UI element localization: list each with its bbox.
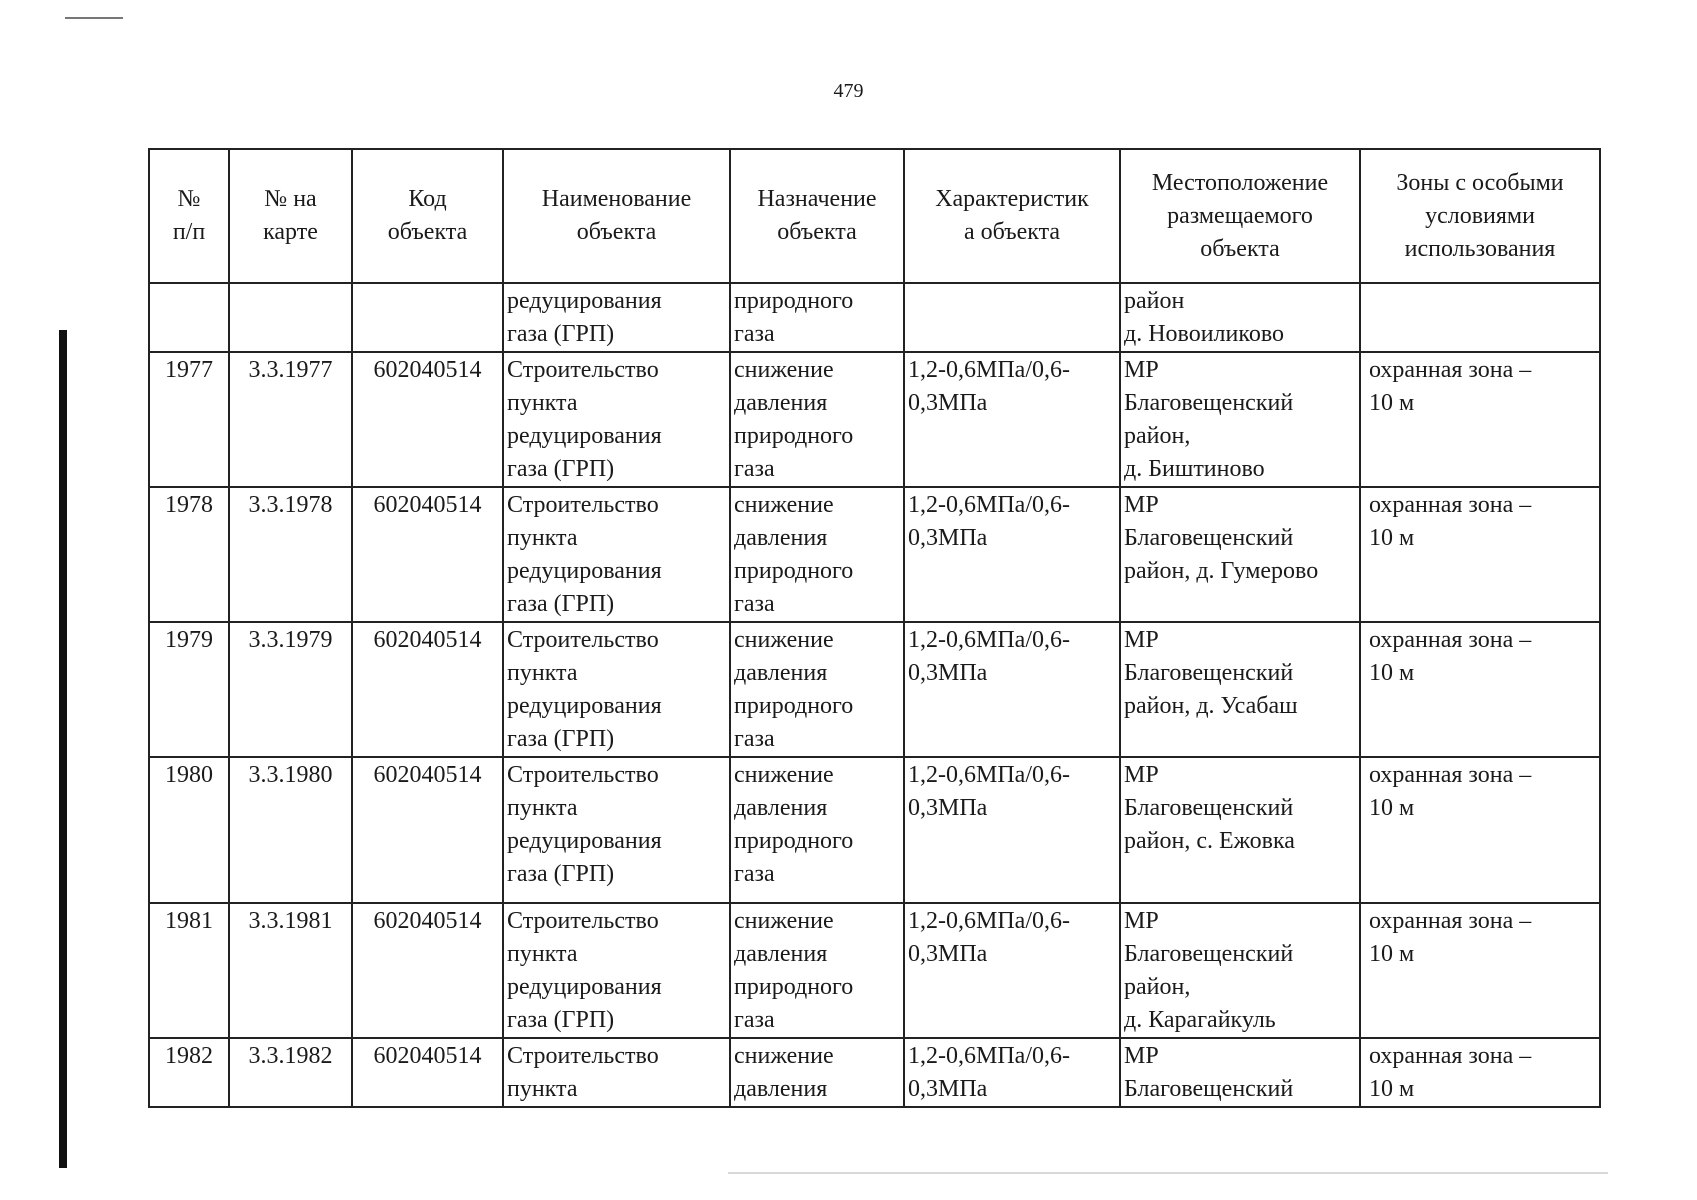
cell-line: Благовещенский <box>1124 390 1294 416</box>
cell-object-location <box>1120 622 1360 757</box>
cell-line: редуцирования <box>507 423 662 449</box>
cell-line: пункта <box>507 1076 578 1102</box>
cell-object-characteristic <box>904 352 1120 487</box>
header-cell <box>1120 149 1360 283</box>
cell-line: газа <box>734 1007 775 1033</box>
cell-line: охранная зона – <box>1369 627 1532 653</box>
cell-object-characteristic <box>904 903 1120 1038</box>
cell-line: охранная зона – <box>1369 1043 1532 1069</box>
header-line: объекта <box>387 219 468 245</box>
cell-object-name <box>503 757 730 903</box>
cell-line: природного <box>734 288 854 314</box>
cell-line: Строительство <box>507 1043 659 1069</box>
cell-object-purpose <box>730 487 904 622</box>
cell-object-location <box>1120 1038 1360 1107</box>
cell-line: д. Карагайкуль <box>1124 1007 1276 1033</box>
cell-line: природного <box>734 828 854 854</box>
header-line: № на <box>264 186 317 212</box>
cell-object-characteristic <box>904 622 1120 757</box>
cell-object-name <box>503 622 730 757</box>
cell-line: 10 м <box>1369 525 1415 551</box>
cell-special-zone <box>1360 283 1600 352</box>
cell-line: район <box>1124 288 1185 314</box>
cell-object-location <box>1120 487 1360 622</box>
cell-line: пункта <box>507 941 578 967</box>
cell-line: редуцирования <box>507 558 662 584</box>
cell-object-name <box>503 903 730 1038</box>
cell-object-characteristic <box>904 757 1120 903</box>
cell-special-zone <box>1360 487 1600 622</box>
table-row <box>149 352 1600 487</box>
cell-object-name <box>503 352 730 487</box>
cell-line: газа (ГРП) <box>507 1007 615 1033</box>
cell-line: снижение <box>734 492 834 518</box>
cell-object-characteristic <box>904 1038 1120 1107</box>
cell-line: охранная зона – <box>1369 762 1532 788</box>
cell-line: охранная зона – <box>1369 908 1532 934</box>
cell-object-code <box>352 283 503 352</box>
cell-line: район, <box>1124 974 1191 1000</box>
cell-object-name <box>503 487 730 622</box>
cell-object-name <box>503 1038 730 1107</box>
cell-line: МР <box>1124 762 1159 788</box>
cell-number <box>149 283 229 352</box>
cell-line: МР <box>1124 1043 1159 1069</box>
header-line: объекта <box>777 219 857 245</box>
cell-line: пункта <box>507 390 578 416</box>
cell-line: природного <box>734 693 854 719</box>
scan-artifact-mark <box>65 17 123 19</box>
cell-line: 0,3МПа <box>908 1076 988 1102</box>
cell-line: давления <box>734 941 828 967</box>
cell-line: Благовещенский <box>1124 795 1294 821</box>
cell-line: пункта <box>507 795 578 821</box>
header-line: Местоположение <box>1151 169 1329 196</box>
cell-object-purpose <box>730 352 904 487</box>
cell-line: охранная зона – <box>1369 492 1532 518</box>
cell-object-code: 602040514 <box>352 903 503 1038</box>
cell-map-number <box>229 283 352 352</box>
cell-object-code: 602040514 <box>352 622 503 757</box>
cell-line: район, д. Гумерово <box>1124 558 1319 584</box>
table-row <box>149 757 1600 903</box>
header-line: размещаемого <box>1167 202 1313 229</box>
cell-map-number: 3.3.1979 <box>229 622 352 757</box>
cell-line: 1,2-0,6МПа/0,6- <box>908 762 1070 788</box>
cell-line: охранная зона – <box>1369 357 1532 383</box>
cell-line: МР <box>1124 357 1159 383</box>
cell-line: 10 м <box>1369 660 1415 686</box>
cell-line: Строительство <box>507 357 659 383</box>
cell-line: МР <box>1124 908 1159 934</box>
header-line: Характеристик <box>935 186 1089 212</box>
cell-line: редуцирования <box>507 288 662 314</box>
table-row <box>149 487 1600 622</box>
cell-line: район, с. Ежовка <box>1124 828 1295 854</box>
cell-object-code: 602040514 <box>352 1038 503 1107</box>
cell-line: редуцирования <box>507 828 662 854</box>
cell-object-location <box>1120 757 1360 903</box>
cell-line: газа <box>734 321 775 347</box>
cell-line: давления <box>734 660 828 686</box>
cell-special-zone <box>1360 622 1600 757</box>
header-line: Наименование <box>541 186 692 212</box>
cell-special-zone <box>1360 352 1600 487</box>
cell-line: Строительство <box>507 627 659 653</box>
cell-line: газа (ГРП) <box>507 321 615 347</box>
header-cell <box>503 149 730 283</box>
cell-line: 10 м <box>1369 941 1415 967</box>
cell-number: 1980 <box>149 757 229 903</box>
cell-object-characteristic <box>904 283 1120 352</box>
scan-artifact-edge <box>59 330 67 1168</box>
cell-line: редуцирования <box>507 693 662 719</box>
cell-line: 1,2-0,6МПа/0,6- <box>908 627 1070 653</box>
cell-line: природного <box>734 558 854 584</box>
header-line: а объекта <box>963 219 1061 245</box>
page-number: 479 <box>833 80 864 102</box>
cell-line: снижение <box>734 908 834 934</box>
cell-line: Благовещенский <box>1124 525 1294 551</box>
scan-artifact-line <box>728 1172 1608 1174</box>
cell-line: Благовещенский <box>1124 1076 1294 1102</box>
cell-line: Строительство <box>507 908 659 934</box>
header-line: использования <box>1404 235 1556 262</box>
table-header-row <box>149 149 1600 283</box>
cell-line: 1,2-0,6МПа/0,6- <box>908 908 1070 934</box>
cell-line: пункта <box>507 525 578 551</box>
cell-line: снижение <box>734 357 834 383</box>
cell-line: район, <box>1124 423 1191 449</box>
cell-line: природного <box>734 974 854 1000</box>
cell-line: 0,3МПа <box>908 795 988 821</box>
cell-line: 0,3МПа <box>908 941 988 967</box>
cell-special-zone <box>1360 903 1600 1038</box>
cell-object-purpose <box>730 1038 904 1107</box>
cell-number: 1982 <box>149 1038 229 1107</box>
header-line: условиями <box>1425 202 1535 229</box>
cell-object-location <box>1120 903 1360 1038</box>
table-row <box>149 1038 1600 1107</box>
cell-line: газа <box>734 456 775 482</box>
table-row <box>149 622 1600 757</box>
header-line: объекта <box>1200 235 1280 262</box>
cell-number: 1978 <box>149 487 229 622</box>
cell-line: МР <box>1124 492 1159 518</box>
cell-special-zone <box>1360 1038 1600 1107</box>
header-line: Назначение <box>757 186 877 212</box>
cell-object-location <box>1120 283 1360 352</box>
cell-object-purpose <box>730 757 904 903</box>
cell-line: 1,2-0,6МПа/0,6- <box>908 1043 1070 1069</box>
cell-number: 1979 <box>149 622 229 757</box>
cell-line: 0,3МПа <box>908 390 988 416</box>
header-line: объекта <box>576 219 657 245</box>
cell-line: Благовещенский <box>1124 941 1294 967</box>
cell-line: 1,2-0,6МПа/0,6- <box>908 357 1070 383</box>
objects-table <box>148 148 1601 1108</box>
cell-object-code: 602040514 <box>352 757 503 903</box>
cell-line: газа (ГРП) <box>507 456 615 482</box>
header-line: Зоны с особыми <box>1396 169 1564 196</box>
cell-line: Строительство <box>507 492 659 518</box>
table-row <box>149 903 1600 1038</box>
cell-line: МР <box>1124 627 1159 653</box>
cell-line: редуцирования <box>507 974 662 1000</box>
header-cell <box>229 149 352 283</box>
cell-object-purpose <box>730 903 904 1038</box>
cell-line: давления <box>734 525 828 551</box>
cell-number: 1977 <box>149 352 229 487</box>
cell-object-code: 602040514 <box>352 352 503 487</box>
cell-object-purpose <box>730 622 904 757</box>
header-cell <box>149 149 229 283</box>
cell-line: д. Биштиново <box>1124 456 1265 482</box>
header-line: карте <box>263 219 318 245</box>
header-cell <box>1360 149 1600 283</box>
cell-line: газа (ГРП) <box>507 861 615 887</box>
cell-line: газа <box>734 591 775 617</box>
cell-line: снижение <box>734 627 834 653</box>
cell-line: давления <box>734 1076 828 1102</box>
header-line: п/п <box>172 219 206 245</box>
cell-special-zone <box>1360 757 1600 903</box>
cell-line: 0,3МПа <box>908 660 988 686</box>
table-row <box>149 283 1600 352</box>
cell-map-number: 3.3.1982 <box>229 1038 352 1107</box>
table-body <box>149 283 1600 1107</box>
cell-map-number: 3.3.1981 <box>229 903 352 1038</box>
cell-object-code: 602040514 <box>352 487 503 622</box>
header-cell <box>352 149 503 283</box>
cell-line: давления <box>734 795 828 821</box>
header-line: Код <box>408 186 447 212</box>
cell-line: 10 м <box>1369 390 1415 416</box>
cell-map-number: 3.3.1977 <box>229 352 352 487</box>
cell-line: давления <box>734 390 828 416</box>
header-line: № <box>177 186 201 212</box>
cell-number: 1981 <box>149 903 229 1038</box>
cell-line: снижение <box>734 1043 834 1069</box>
cell-line: д. Новоиликово <box>1124 321 1284 347</box>
cell-line: Строительство <box>507 762 659 788</box>
cell-line: газа (ГРП) <box>507 591 615 617</box>
cell-line: пункта <box>507 660 578 686</box>
cell-line: 1,2-0,6МПа/0,6- <box>908 492 1070 518</box>
cell-object-characteristic <box>904 487 1120 622</box>
cell-line: газа <box>734 861 775 887</box>
cell-map-number: 3.3.1978 <box>229 487 352 622</box>
cell-line: газа <box>734 726 775 752</box>
cell-line: 0,3МПа <box>908 525 988 551</box>
cell-line: природного <box>734 423 854 449</box>
cell-map-number: 3.3.1980 <box>229 757 352 903</box>
cell-object-purpose <box>730 283 904 352</box>
cell-line: Благовещенский <box>1124 660 1294 686</box>
cell-object-location <box>1120 352 1360 487</box>
cell-line: район, д. Усабаш <box>1124 693 1298 719</box>
cell-object-name <box>503 283 730 352</box>
cell-line: снижение <box>734 762 834 788</box>
cell-line: 10 м <box>1369 795 1415 821</box>
cell-line: газа (ГРП) <box>507 726 615 752</box>
header-cell <box>730 149 904 283</box>
header-cell <box>904 149 1120 283</box>
cell-line: 10 м <box>1369 1076 1415 1102</box>
